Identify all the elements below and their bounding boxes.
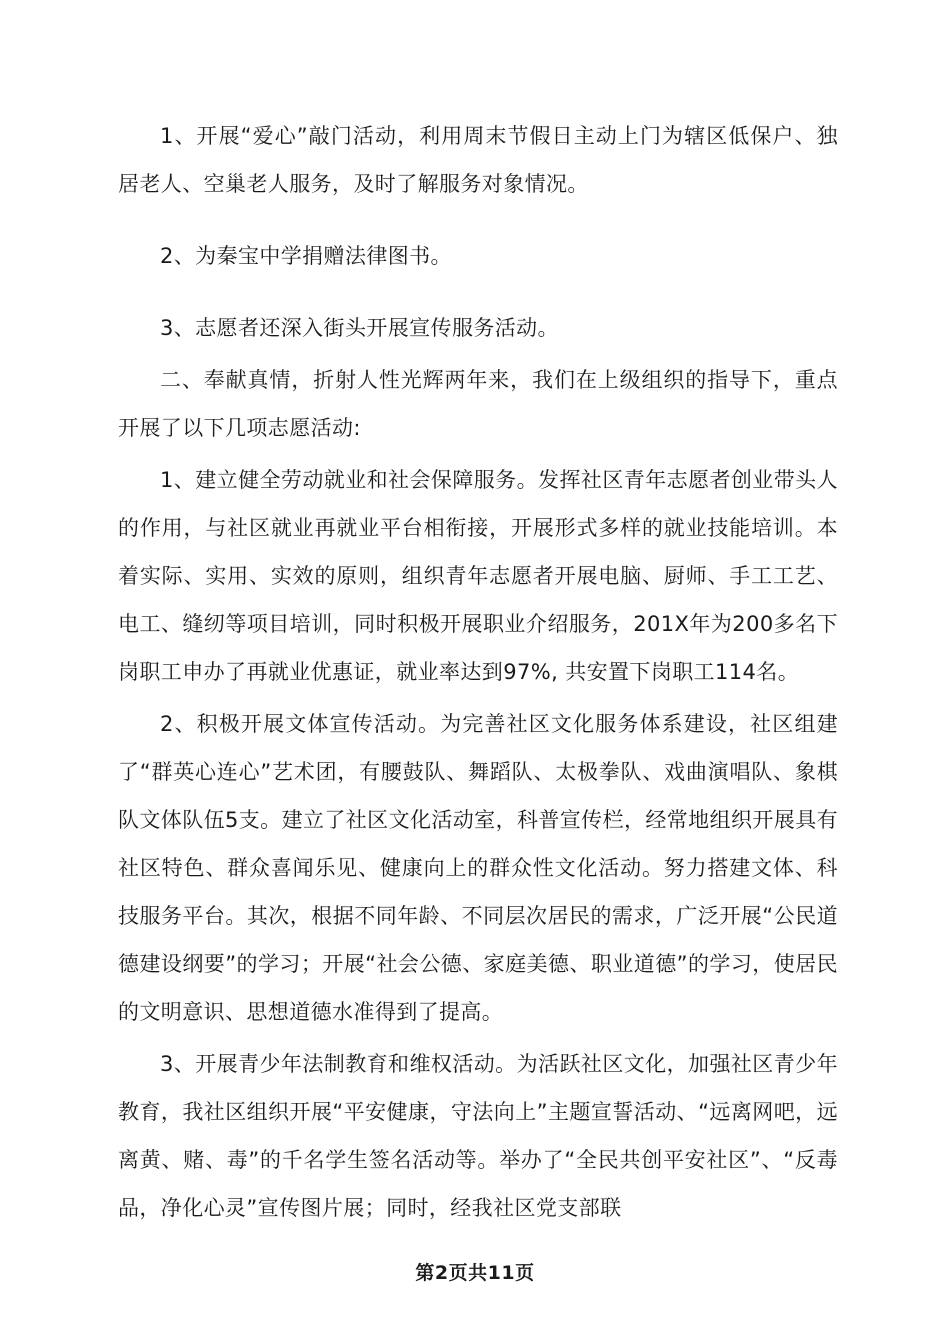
page-number-footer: 第2页共11页 [415,1262,535,1284]
paragraph-youth-legal-education: 3、开展青少年法制教育和维权活动。为活跃社区文化，加强社区青少年教育，我社区组织开展“平安健康，守法向上”主题宣誓活动、“远离网吧，远离黄、赌、毒”的千名学生签名活动等。举办了“全民共创平安社区”、“反毒品，净化心灵”宣传图片展；同时，经我社区党支部联 [118,1052,838,1220]
paragraph-street-publicity: 3、志愿者还深入街头开展宣传服务活动。 [160,316,559,340]
paragraph-section-two-heading: 二、奉献真情，折射人性光辉两年来，我们在上级组织的指导下，重点开展了以下几项志愿活动: [118,368,838,440]
document-body [118,112,838,1232]
paragraph-book-donation: 2、为秦宝中学捐赠法律图书。 [160,244,452,268]
paragraph-love-knock-activity: 1、开展“爱心”敲门活动，利用周末节假日主动上门为辖区低保户、独居老人、空巢老人服务，及时了解服务对象情况。 [118,124,838,196]
paragraph-culture-sports: 2、积极开展文体宣传活动。为完善社区文化服务体系建设，社区组建了“群英心连心”艺术团，有腰鼓队、舞蹈队、太极拳队、戏曲演唱队、象棋队文体队伍5支。建立了社区文化活动室，科普宣传栏，经常地组织开展具有社区特色、群众喜闻乐见、健康向上的群众性文化活动。努力搭建文体、科技服务平台。其次，根据不同年龄、不同层次居民的需求，广泛开展“公民道德建设纲要”的学习；开展“社会公德、家庭美德、职业道德”的学习，使居民的文明意识、思想道德水准得到了提高。 [118,712,838,1024]
paragraph-employment-service: 1、建立健全劳动就业和社会保障服务。发挥社区青年志愿者创业带头人的作用，与社区就业再就业平台相衔接，开展形式多样的就业技能培训。本着实际、实用、实效的原则，组织青年志愿者开展电脑、厨师、手工工艺、电工、缝纫等项目培训，同时积极开展职业介绍服务，201X年为200多名下岗职工申办了再就业优惠证，就业率达到97%, 共安置下岗职工114名。 [118,468,838,684]
